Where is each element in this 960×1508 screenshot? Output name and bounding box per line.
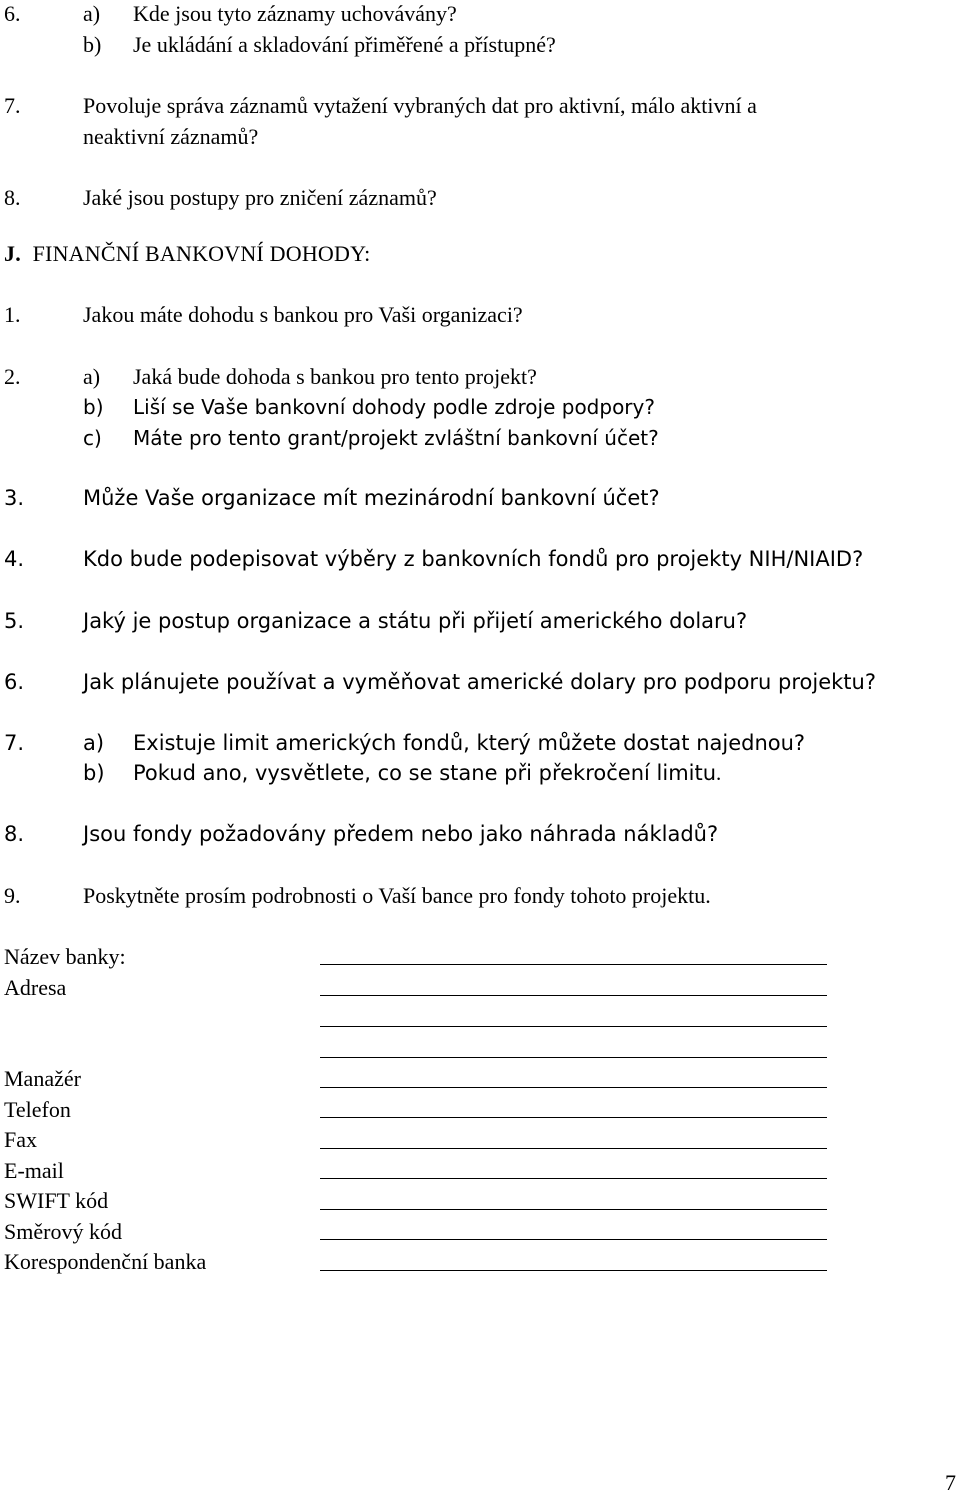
question-number: 8. [4, 822, 25, 846]
email-label: E-mail [4, 1158, 64, 1183]
item-number: 7. [4, 93, 21, 118]
item-text: Jaké jsou postupy pro zničení záznamů? [83, 185, 437, 210]
bank-name-label: Název banky: [4, 944, 126, 969]
item-text: Je ukládání a skladování přiměřené a přístupné? [133, 32, 556, 57]
question-text: Kdo bude podepisovat výběry z bankovních fondů pro projekty NIH/NIAID? [83, 547, 864, 571]
item-text: Kde jsou tyto záznamy uchovávány? [133, 1, 457, 26]
question-number: 1. [4, 302, 21, 327]
section-title: FINANČNÍ BANKOVNÍ DOHODY [32, 241, 365, 266]
question-text: Jaký je postup organizace a státu při přijetí amerického dolaru? [83, 609, 748, 633]
address-field-line-1[interactable] [320, 995, 827, 996]
item-mark: b) [83, 32, 102, 57]
manager-field[interactable] [320, 1087, 827, 1088]
question-text: Liší se Vaše bankovní dohody podle zdroje podpory? [133, 395, 655, 419]
question-text: Může Vaše organizace mít mezinárodní bankovní účet? [83, 486, 660, 510]
question-mark: c) [83, 426, 102, 450]
routing-label: Směrový kód [4, 1219, 122, 1244]
page-number: 7 [945, 1470, 956, 1495]
swift-label: SWIFT kód [4, 1188, 109, 1213]
item-mark: a) [83, 1, 101, 26]
swift-field[interactable] [320, 1209, 827, 1210]
question-text: Jsou fondy požadovány předem nebo jako náhrada nákladů? [83, 822, 719, 846]
item-text: neaktivní záznamů? [83, 124, 259, 149]
routing-field[interactable] [320, 1239, 827, 1240]
bank-name-field[interactable] [320, 964, 827, 965]
item-number: 6. [4, 1, 21, 26]
item-text: Povoluje správa záznamů vytažení vybraných dat pro aktivní, málo aktivní a [83, 93, 757, 118]
question-text: Poskytněte prosím podrobnosti o Vaší bance pro fondy tohoto projektu. [83, 883, 711, 908]
question-text: Existuje limit amerických fondů, který můžete dostat najednou? [133, 731, 806, 755]
fax-field[interactable] [320, 1148, 827, 1149]
item-number: 8. [4, 185, 21, 210]
question-number: 9. [4, 883, 21, 908]
fax-label: Fax [4, 1127, 37, 1152]
correspondent-bank-field[interactable] [320, 1270, 827, 1271]
question-number: 6. [4, 670, 25, 694]
question-number: 2. [4, 364, 21, 389]
question-mark: a) [83, 731, 105, 755]
section-letter: J. [4, 241, 21, 266]
email-field[interactable] [320, 1178, 827, 1179]
address-field-line-2[interactable] [320, 1026, 827, 1027]
question-number: 3. [4, 486, 25, 510]
manager-label: Manažér [4, 1066, 81, 1091]
question-number: 7. [4, 731, 25, 755]
question-text: Jakou máte dohodu s bankou pro Vaši organizaci? [83, 302, 523, 327]
question-mark: b) [83, 395, 104, 419]
section-heading [4, 243, 370, 265]
section-colon: : [364, 241, 371, 266]
correspondent-bank-label: Korespondenční banka [4, 1249, 207, 1274]
question-mark: b) [83, 761, 105, 785]
question-text: Pokud ano, vysvětlete, co se stane při překročení limitu. [133, 761, 722, 785]
question-text: Máte pro tento grant/projekt zvláštní bankovní účet? [133, 426, 659, 450]
address-field-line-3[interactable] [320, 1057, 827, 1058]
question-text: Jak plánujete používat a vyměňovat americké dolary pro podporu projektu? [83, 670, 876, 694]
phone-field[interactable] [320, 1117, 827, 1118]
address-label: Adresa [4, 975, 67, 1000]
question-number: 5. [4, 609, 25, 633]
question-text: Jaká bude dohoda s bankou pro tento projekt? [133, 364, 537, 389]
question-number: 4. [4, 547, 25, 571]
question-mark: a) [83, 364, 101, 389]
phone-label: Telefon [4, 1097, 71, 1122]
